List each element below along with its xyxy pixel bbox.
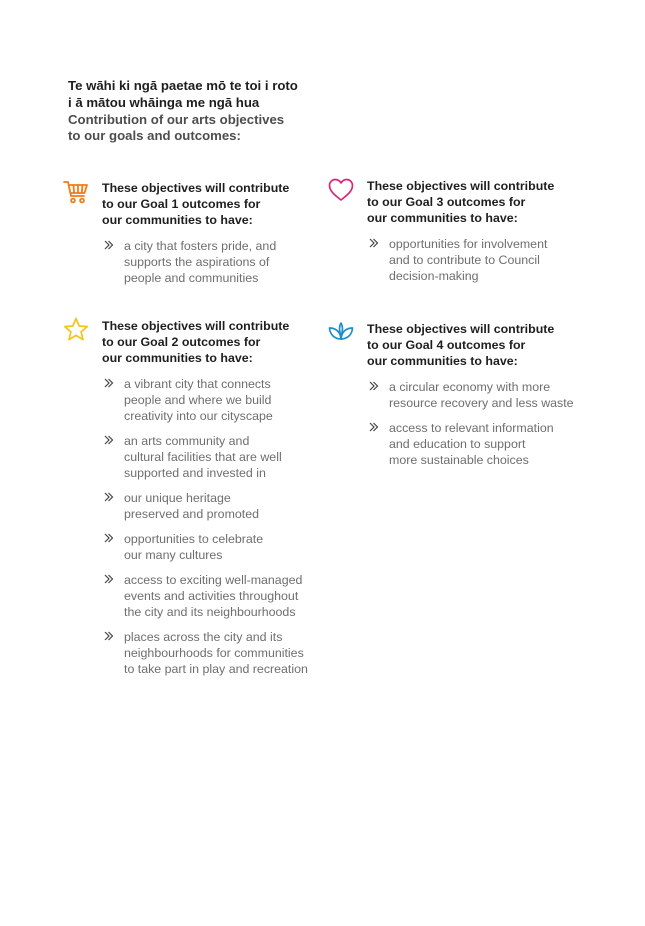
page-title [68,78,338,145]
goal-2-section [102,318,352,686]
double-chevron-bullet-icon [368,380,380,392]
double-chevron-bullet-icon [368,421,380,433]
goal-2-heading: These objectives will contribute to our Goal 2 outcomes for our communities to have: [102,319,290,365]
list-item: places across the city and its neighbourhoods for communities to take part in play and recreation [102,629,352,677]
double-chevron-bullet-icon [103,434,115,446]
double-chevron-bullet-icon [103,377,115,389]
list-item: our unique heritage preserved and promoted [102,490,352,522]
goal-4-outcomes-list [367,379,617,468]
double-chevron-bullet-icon [368,237,380,249]
goal-4-heading: These objectives will contribute to our Goal 4 outcomes for our communities to have: [367,322,555,368]
title-maori-line-1: Te wāhi ki ngā paetae mō te toi i roto [68,78,298,93]
double-chevron-bullet-icon [103,532,115,544]
list-item: opportunities to celebrate our many cultures [102,531,352,563]
double-chevron-bullet-icon [103,573,115,585]
title-maori-line-2: i ā mātou whāinga me ngā hua [68,94,260,110]
double-chevron-bullet-icon [103,491,115,503]
double-chevron-bullet-icon [103,630,115,642]
star-icon [62,316,90,344]
list-item: a circular economy with more resource recovery and less waste [367,379,617,411]
list-item: a city that fosters pride, and supports the aspirations of people and communities [102,238,352,286]
goal-1-outcomes-list [102,238,352,286]
title-english-line-2: to our goals and outcomes: [68,128,241,144]
double-chevron-bullet-icon [103,239,115,251]
shopping-cart-icon [62,178,90,206]
list-item: access to exciting well-managed events and activities throughout the city and its neighbourhoods [102,572,352,620]
leaf-sprout-icon [327,319,355,347]
goal-4-section [367,321,617,477]
goal-3-outcomes-list [367,236,617,284]
goal-3-heading: These objectives will contribute to our Goal 3 outcomes for our communities to have: [367,179,555,225]
goal-1-section [102,180,352,295]
heart-icon [327,176,355,204]
goal-2-outcomes-list [102,376,352,677]
goal-3-section [367,178,617,293]
goal-1-heading: These objectives will contribute to our Goal 1 outcomes for our communities to have: [102,181,290,227]
title-english-line-1: Contribution of our arts objectives [68,111,285,127]
list-item: access to relevant information and education to support more sustainable choices [367,420,617,468]
list-item: opportunities for involvement and to contribute to Council decision-making [367,236,617,284]
list-item: an arts community and cultural facilities that are well supported and invested in [102,433,352,481]
list-item: a vibrant city that connects people and where we build creativity into our cityscape [102,376,352,424]
